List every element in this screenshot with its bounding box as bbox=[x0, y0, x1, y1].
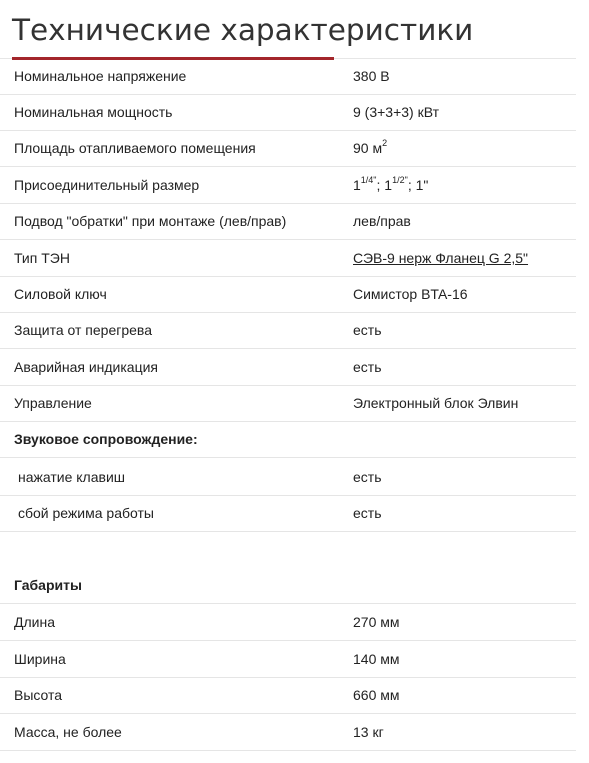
spec-label: Тип ТЭН bbox=[14, 250, 70, 266]
spec-row-mode-failure bbox=[0, 496, 576, 532]
section-header-dimensions bbox=[0, 568, 576, 604]
spec-label: Высота bbox=[14, 687, 63, 703]
spec-row-power bbox=[0, 95, 576, 131]
spec-row-connection-size bbox=[0, 168, 576, 204]
area-unit-exponent: 2 bbox=[382, 138, 388, 149]
spec-label: Номинальная мощность bbox=[14, 104, 173, 120]
spec-label: Подвод "обратки" при монтаже (лев/прав) bbox=[14, 213, 287, 229]
size-part: ; 1" bbox=[407, 177, 429, 193]
spec-label: Номинальное напряжение bbox=[14, 68, 187, 84]
spec-value: 140 мм bbox=[353, 651, 400, 667]
spec-label: сбой режима работы bbox=[18, 505, 154, 521]
spec-value: есть bbox=[353, 359, 382, 375]
spec-label: Площадь отапливаемого помещения bbox=[14, 140, 256, 156]
spec-value: есть bbox=[353, 322, 382, 338]
spec-value: Электронный блок Элвин bbox=[353, 395, 519, 411]
spec-row-power-switch bbox=[0, 277, 576, 313]
spec-label: Ширина bbox=[14, 651, 66, 667]
spec-label: Масса, не более bbox=[14, 724, 122, 740]
spec-row-voltage bbox=[0, 59, 576, 95]
spec-label: Силовой ключ bbox=[14, 286, 107, 302]
spec-value: 660 мм bbox=[353, 687, 400, 703]
spec-label: нажатие клавиш bbox=[18, 469, 125, 485]
area-value: 90 м bbox=[353, 140, 383, 156]
spec-row-height bbox=[0, 678, 576, 714]
spec-value: 380 В bbox=[353, 68, 390, 84]
spec-row-overheat-protection bbox=[0, 313, 576, 349]
spec-value bbox=[353, 177, 428, 193]
spec-row-heater-type bbox=[0, 241, 576, 277]
heater-type-link[interactable]: СЭВ-9 нерж Фланец G 2,5" bbox=[353, 250, 529, 266]
spec-label: Защита от перегрева bbox=[14, 322, 152, 338]
spec-value bbox=[353, 140, 387, 156]
spec-row-length bbox=[0, 605, 576, 641]
size-part: ; 1 bbox=[376, 177, 393, 193]
spec-row-return-side bbox=[0, 204, 576, 240]
spec-value: Симистор BTA-16 bbox=[353, 286, 468, 302]
spec-label: Присоединительный размер bbox=[14, 177, 200, 193]
section-title: Габариты bbox=[14, 577, 82, 593]
size-fraction: 1/4" bbox=[360, 175, 377, 186]
page-title: Технические характеристики bbox=[12, 13, 474, 47]
spec-value: лев/прав bbox=[353, 213, 411, 229]
spec-row-control bbox=[0, 386, 576, 422]
spec-label: Управление bbox=[14, 395, 92, 411]
spec-label: Длина bbox=[14, 614, 55, 630]
section-title: Звуковое сопровождение: bbox=[14, 431, 198, 447]
spec-row-area bbox=[0, 131, 576, 167]
spec-row-alarm-indication bbox=[0, 350, 576, 386]
size-fraction: 1/2" bbox=[392, 175, 408, 186]
spec-value: есть bbox=[353, 469, 382, 485]
spec-value: 9 (3+3+3) кВт bbox=[353, 104, 440, 120]
spec-value: 270 мм bbox=[353, 614, 400, 630]
section-header-sound bbox=[0, 422, 576, 458]
spec-value: 13 кг bbox=[353, 724, 384, 740]
spec-label: Аварийная индикация bbox=[14, 359, 158, 375]
spec-value: есть bbox=[353, 505, 382, 521]
spec-row-key-press bbox=[0, 460, 576, 496]
size-part: 1 bbox=[353, 177, 361, 193]
spec-row-width bbox=[0, 642, 576, 678]
spec-row-mass bbox=[0, 715, 576, 751]
